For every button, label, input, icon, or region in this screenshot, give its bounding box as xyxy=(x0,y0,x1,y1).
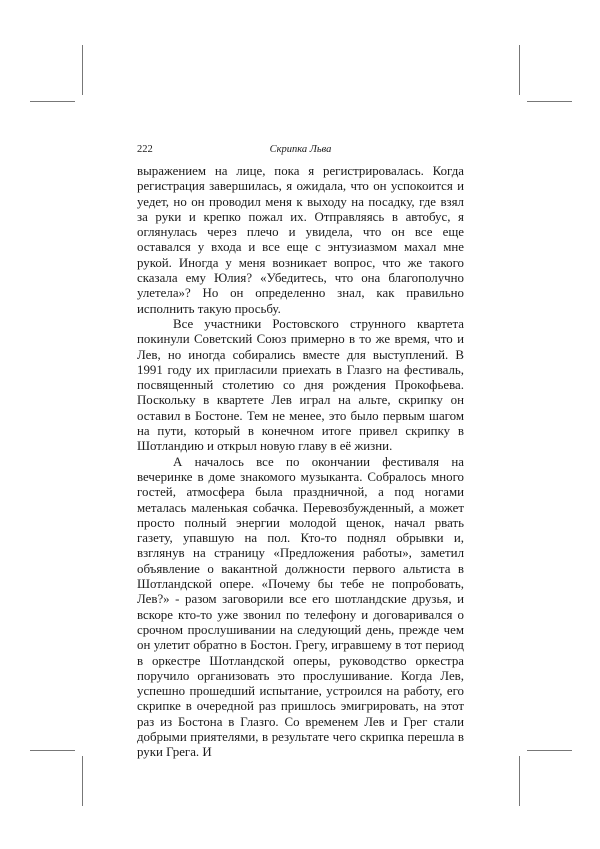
crop-mark-bottom-right-horizontal xyxy=(527,750,572,751)
crop-mark-bottom-left-horizontal xyxy=(30,750,75,751)
paragraph-continued: выражением на лице, пока я регистрировалась. Когда регистрация завершилась, я ожидала, что он успокоится и уедет, но он проводил меня к выходу на посадку, где взял за руки и крепко пожал их. Отправляясь в автобус, я оглянулась через плечо и увидела, что он все еще оставался у входа и все еще с энтузиазмом махал мне рукой. Иногда у меня возникает вопрос, что же такого сказала ему Юлия? «Убедитесь, что она благополучно улетела»? Но он определенно знал, как правильно исполнить такую просьбу. xyxy=(137,164,464,316)
running-title: Скрипка Льва xyxy=(269,144,332,155)
page-number: 222 xyxy=(137,144,153,155)
crop-mark-bottom-right-vertical xyxy=(519,756,520,806)
body-text xyxy=(137,164,464,761)
crop-mark-top-left-vertical xyxy=(82,45,83,95)
crop-mark-top-right-vertical xyxy=(519,45,520,95)
crop-mark-top-right-horizontal xyxy=(527,101,572,102)
paragraph-quartet: Все участники Ростовского струнного квартета покинули Советский Союз примерно в то же время, что и Лев, но иногда собирались вместе для выступлений. В 1991 году их пригласили приехать в Глазго на фестиваль, посвященный столетию со дня рождения Прокофьева. Поскольку в квартете Лев играл на альте, скрипку он оставил в Бостоне. Тем не менее, это было первым шагом на пути, который в конечном итоге привел скрипку в Шотландию и открыл новую главу в её жизни. xyxy=(137,316,464,454)
crop-mark-top-left-horizontal xyxy=(30,101,75,102)
paragraph-party: А началось все по окончании фестиваля на вечеринке в доме знакомого музыканта. Собралось много гостей, атмосфера была праздничной, а под ногами металась маленькая собачка. Перевозбужденный, а может просто полный энергии молодой щенок, начал рвать газету, упавшую на пол. Кто-то поднял обрывки и, взглянув на страницу «Предложения работы», заметил объявление о вакантной должности первого альтиста в Шотландской опере. «Почему бы тебе не попробовать, Лев?» - разом заговорили все его шотландские друзья, и вскоре кто-то уже звонил по телефону и договаривался о срочном прослушивании на следующий день, прежде чем он улетит обратно в Бостон. Грегу, игравшему в тот период в оркестре Шотландской оперы, руководство оркестра поручило организовать это прослушивание. Когда Лев, успешно прошедший испытание, устроился на работу, его скрипке в очередной раз пришлось эмигрировать, на этот раз из Бостона в Глазго. Со временем Лев и Грег стали добрыми приятелями, в результате чего скрипка перешла в руки Грега. И xyxy=(137,454,464,760)
crop-mark-bottom-left-vertical xyxy=(82,756,83,806)
